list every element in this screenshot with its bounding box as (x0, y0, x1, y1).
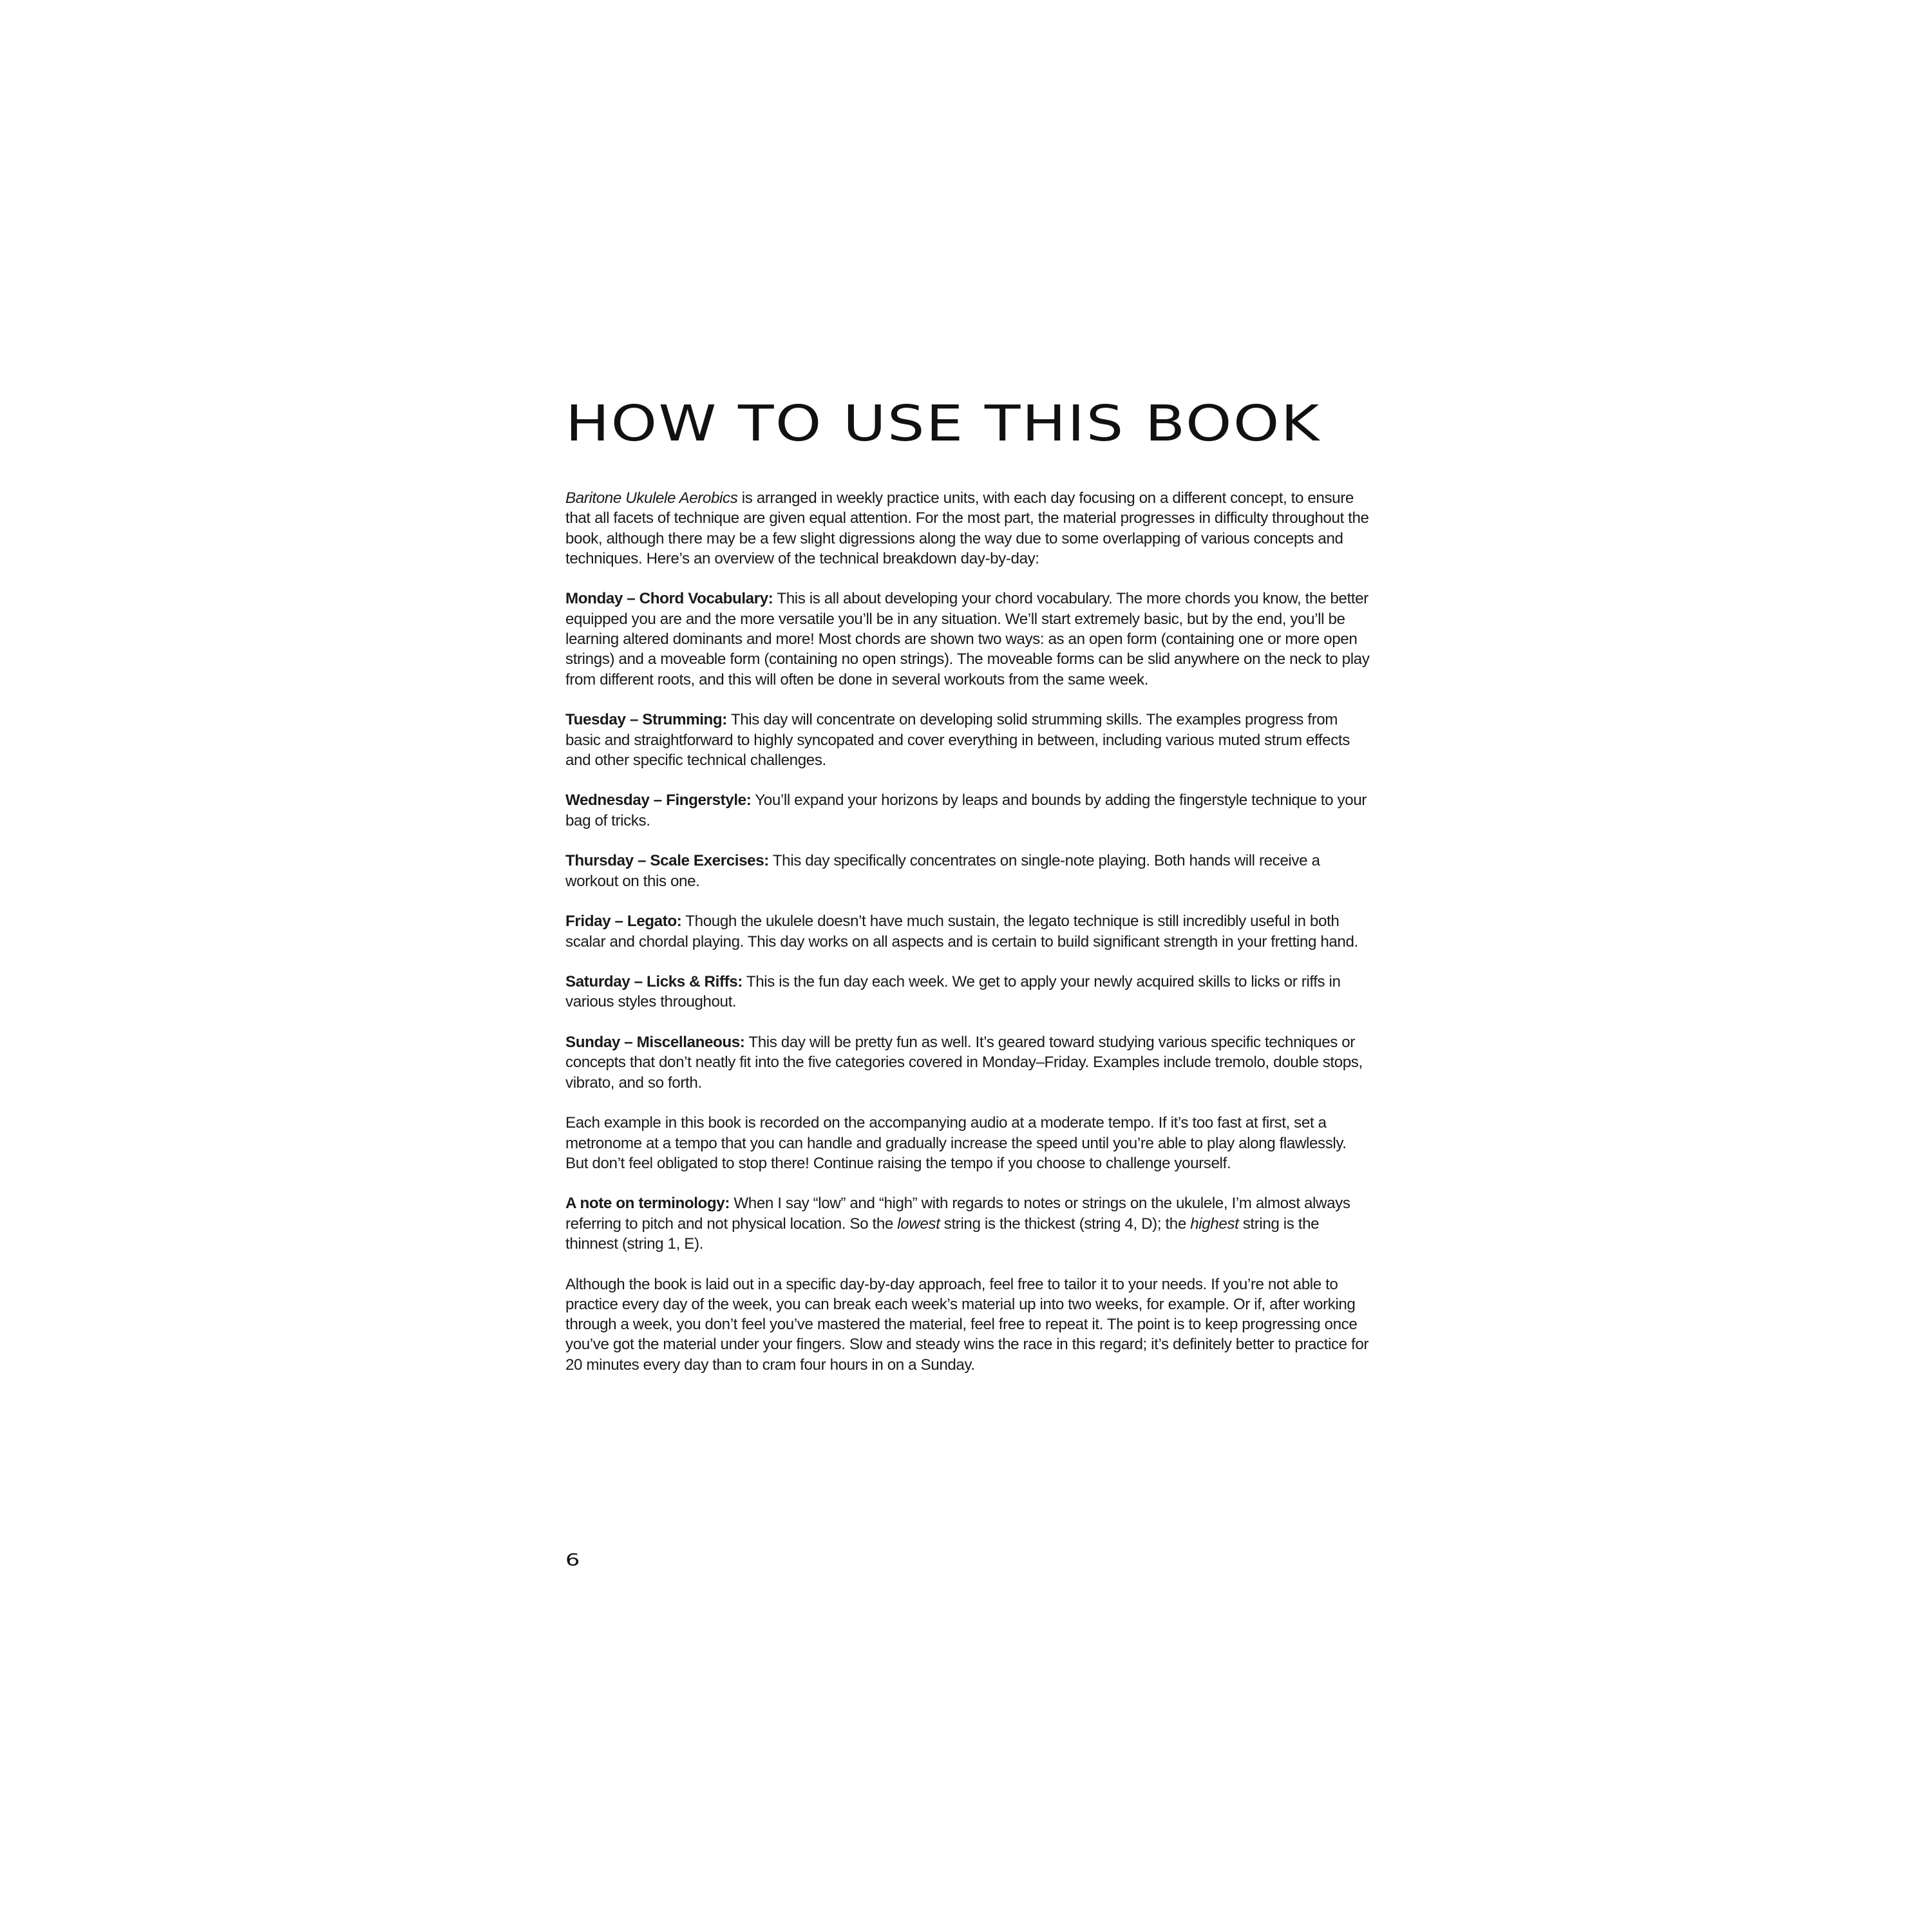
intro-paragraph (565, 488, 1370, 569)
terminology-paragraph (565, 1193, 1370, 1254)
page-title: HOW TO USE THIS BOOK (565, 395, 1321, 453)
day-label: Tuesday – Strumming: (565, 711, 727, 729)
day-paragraph-thursday (565, 851, 1370, 891)
day-paragraph-tuesday (565, 710, 1370, 770)
body-text (565, 488, 1370, 1395)
book-title: Baritone Ukulele Aerobics (565, 489, 738, 507)
day-paragraph-wednesday (565, 790, 1370, 831)
day-label: Thursday – Scale Exercises: (565, 852, 769, 870)
terminology-label: A note on terminology: (565, 1195, 730, 1213)
audio-paragraph: Each example in this book is recorded on the accompanying audio at a moderate tempo. If it’s too fast at first, set a metronome at a tempo that you can handle and gradually increase the speed until you’re able to play along flawlessly. But don’t feel obligated to stop there! Continue raising the tempo if you choose to challenge yourself. (565, 1114, 1347, 1172)
day-label: Monday – Chord Vocabulary: (565, 590, 773, 608)
day-paragraph-saturday (565, 972, 1370, 1012)
terminology-text: string is the thickest (string 4, D); the (940, 1215, 1191, 1233)
intro-text: is arranged in weekly practice units, with each day focusing on a different concept, to ensure that all facets of technique are given equal attention. For the most part, the material progresses in difficulty throughout the book, although there may be a few slight digressions along the way due to some overlapping of various concepts and techniques. Here’s an overview of the technical breakdown day-by-day: (565, 489, 1369, 567)
terminology-text: When I say “low” and “high” with regards to notes or strings on the ukulele, I’m almost always referring to pitch and not physical location. So the (565, 1195, 1350, 1233)
day-text: This day specifically concentrates on single-note playing. Both hands will receive a workout on this one. (565, 852, 1320, 890)
terminology-emphasis: lowest (897, 1215, 940, 1233)
day-text: This day will be pretty fun as well. It’s geared toward studying various specific techniques or concepts that don’t neatly fit into the five categories covered in Monday–Friday. Examples include tremolo, double stops, vibrato, and so forth. (565, 1034, 1363, 1092)
page-number: 6 (565, 1551, 580, 1570)
day-label: Wednesday – Fingerstyle: (565, 791, 752, 810)
day-text: You’ll expand your horizons by leaps and bounds by adding the fingerstyle technique to your bag of tricks. (565, 791, 1367, 829)
day-text: This is the fun day each week. We get to apply your newly acquired skills to licks or riffs in various styles throughout. (565, 973, 1341, 1011)
day-paragraph-friday (565, 911, 1370, 952)
day-paragraph-sunday (565, 1032, 1370, 1093)
day-text: This day will concentrate on developing solid strumming skills. The examples progress from basic and straightforward to highly syncopated and cover everything in between, including various muted strum effects and other specific technical challenges. (565, 711, 1350, 769)
day-text: This is all about developing your chord vocabulary. The more chords you know, the better equipped you are and the more versatile you’ll be in any situation. We’ll start extremely basic, but by the end, you’ll be learning altered dominants and more! Most chords are shown two ways: as an open form (containing one or more open strings) and a moveable form (containing no open strings). The moveable forms can be slid anywhere on the neck to play from different roots, and this will often be done in several workouts from the same week. (565, 590, 1370, 688)
day-paragraph-monday (565, 589, 1370, 689)
terminology-text: string is the thinnest (string 1, E). (565, 1215, 1320, 1253)
closing-paragraph: Although the book is laid out in a specific day-by-day approach, feel free to tailor it to your needs. If you’re not able to practice every day of the week, you can break each week’s material up into two weeks, for example. Or if, after working through a week, you don’t feel you’ve mastered the material, feel free to repeat it. The point is to keep progressing once you’ve got the material under your fingers. Slow and steady wins the race in this regard; it’s definitely better to practice for 20 minutes every day than to cram four hours in on a Sunday. (565, 1275, 1369, 1374)
day-text: Though the ukulele doesn’t have much sustain, the legato technique is still incredibly useful in both scalar and chordal playing. This day works on all aspects and is certain to build significant strength in your fretting hand. (565, 913, 1358, 951)
day-label: Saturday – Licks & Riffs: (565, 973, 743, 991)
terminology-emphasis: highest (1190, 1215, 1239, 1233)
day-label: Friday – Legato: (565, 913, 682, 931)
day-label: Sunday – Miscellaneous: (565, 1034, 745, 1052)
